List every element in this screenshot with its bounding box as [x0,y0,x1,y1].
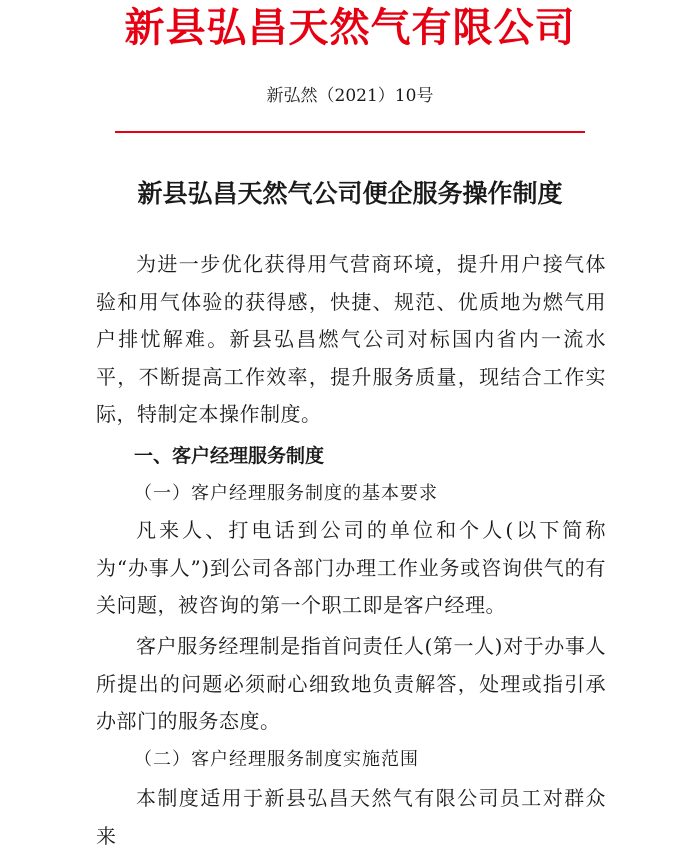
document-title: 新县弘昌天然气公司便企服务操作制度 [137,179,563,208]
paragraph: 凡来人、打电话到公司的单位和个人(以下简称为“办事人”)到公司各部门办理工作业务或咨询供气的有关问题，被咨询的第一个职工即是客户经理。 [96,518,606,617]
subsection-heading: （二）客户经理服务制度实施范围 [134,749,419,770]
section-heading: 一、客户经理服务制度 [134,445,325,467]
red-divider-line [115,131,585,133]
paragraph: 本制度适用于新县弘昌天然气有限公司员工对群众来 [96,786,606,848]
document-number: 新弘然（2021）10号 [266,86,434,106]
subsection-heading: （一）客户经理服务制度的基本要求 [134,483,438,504]
company-masthead: 新县弘昌天然气有限公司 [124,5,576,51]
paragraph: 客户服务经理制是指首问责任人(第一人)对于办事人所提出的问题必须耐心细致地负责解答，处理或指引承办部门的服务态度。 [96,634,606,733]
intro-paragraph: 为进一步优化获得用气营商环境，提升用户接气体验和用气体验的获得感，快捷、规范、优质地为燃气用户排忧解难。新县弘昌燃气公司对标国内省内一流水平，不断提高工作效率，提升服务质量，现结合工作实际，特制定本操作制度。 [96,252,606,426]
